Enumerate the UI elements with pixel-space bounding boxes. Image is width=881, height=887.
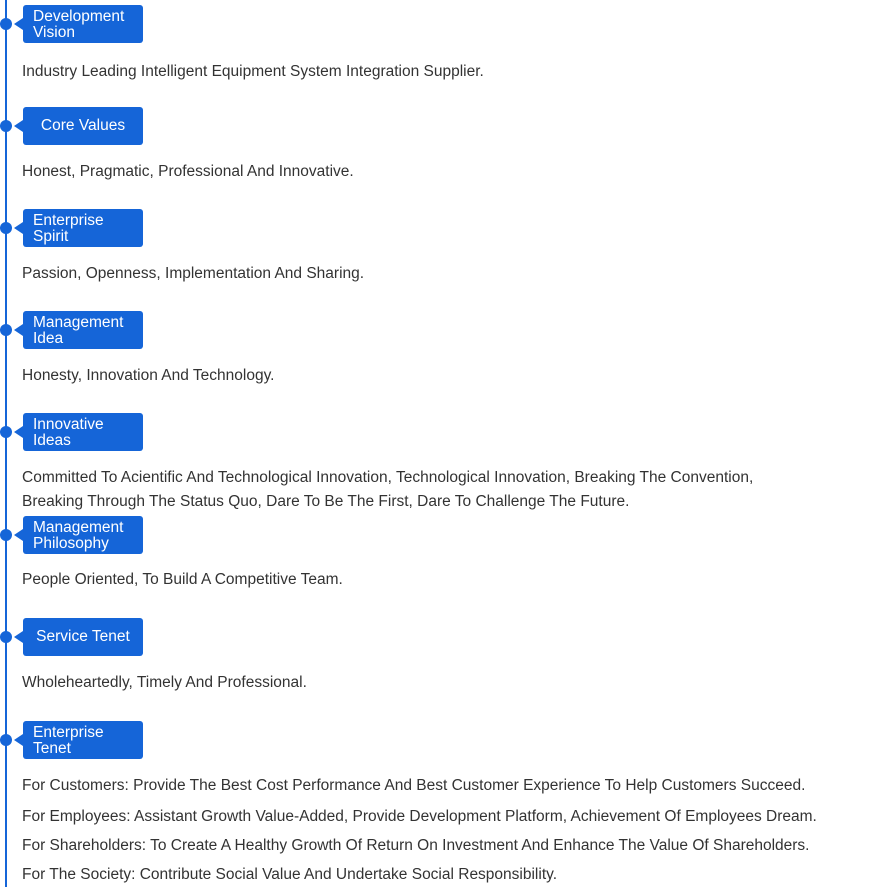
timeline-dot [0, 120, 12, 132]
timeline-dot [0, 222, 12, 234]
section-title-tag: Service Tenet [23, 618, 143, 656]
section-description: For Employees: Assistant Growth Value-Added, Provide Development Platform, Achievement Of Employees Dream. [22, 808, 817, 825]
section-description: Honesty, Innovation And Technology. [22, 367, 275, 384]
timeline-dot [0, 631, 12, 643]
section-title-tag: Core Values [23, 107, 143, 145]
section-description: For The Society: Contribute Social Value And Undertake Social Responsibility. [22, 866, 558, 883]
section-title-tag: Development Vision [23, 5, 143, 43]
section-description: People Oriented, To Build A Competitive Team. [22, 571, 343, 588]
timeline-dot [0, 18, 12, 30]
section-title-tag: Enterprise Tenet [23, 721, 143, 759]
section-description: Committed To Acientific And Technological Innovation, Technological Innovation, Breaking The Convention, [22, 469, 754, 486]
timeline-dot [0, 529, 12, 541]
timeline-dot [0, 426, 12, 438]
section-description: Passion, Openness, Implementation And Sharing. [22, 265, 365, 282]
section-description: Honest, Pragmatic, Professional And Innovative. [22, 163, 354, 180]
section-description: For Shareholders: To Create A Healthy Growth Of Return On Investment And Enhance The Value Of Shareholders. [22, 837, 810, 854]
timeline-line [5, 0, 7, 887]
section-title-tag: Management Philosophy [23, 516, 143, 554]
section-description: Breaking Through The Status Quo, Dare To Be The First, Dare To Challenge The Future. [22, 493, 630, 510]
section-title-tag: Management Idea [23, 311, 143, 349]
section-description: Wholeheartedly, Timely And Professional. [22, 674, 307, 691]
section-title-tag: Enterprise Spirit [23, 209, 143, 247]
section-description: Industry Leading Intelligent Equipment System Integration Supplier. [22, 63, 484, 80]
timeline-dot [0, 324, 12, 336]
timeline-dot [0, 734, 12, 746]
section-title-tag: Innovative Ideas [23, 413, 143, 451]
section-description: For Customers: Provide The Best Cost Performance And Best Customer Experience To Help Customers Succeed. [22, 777, 806, 794]
